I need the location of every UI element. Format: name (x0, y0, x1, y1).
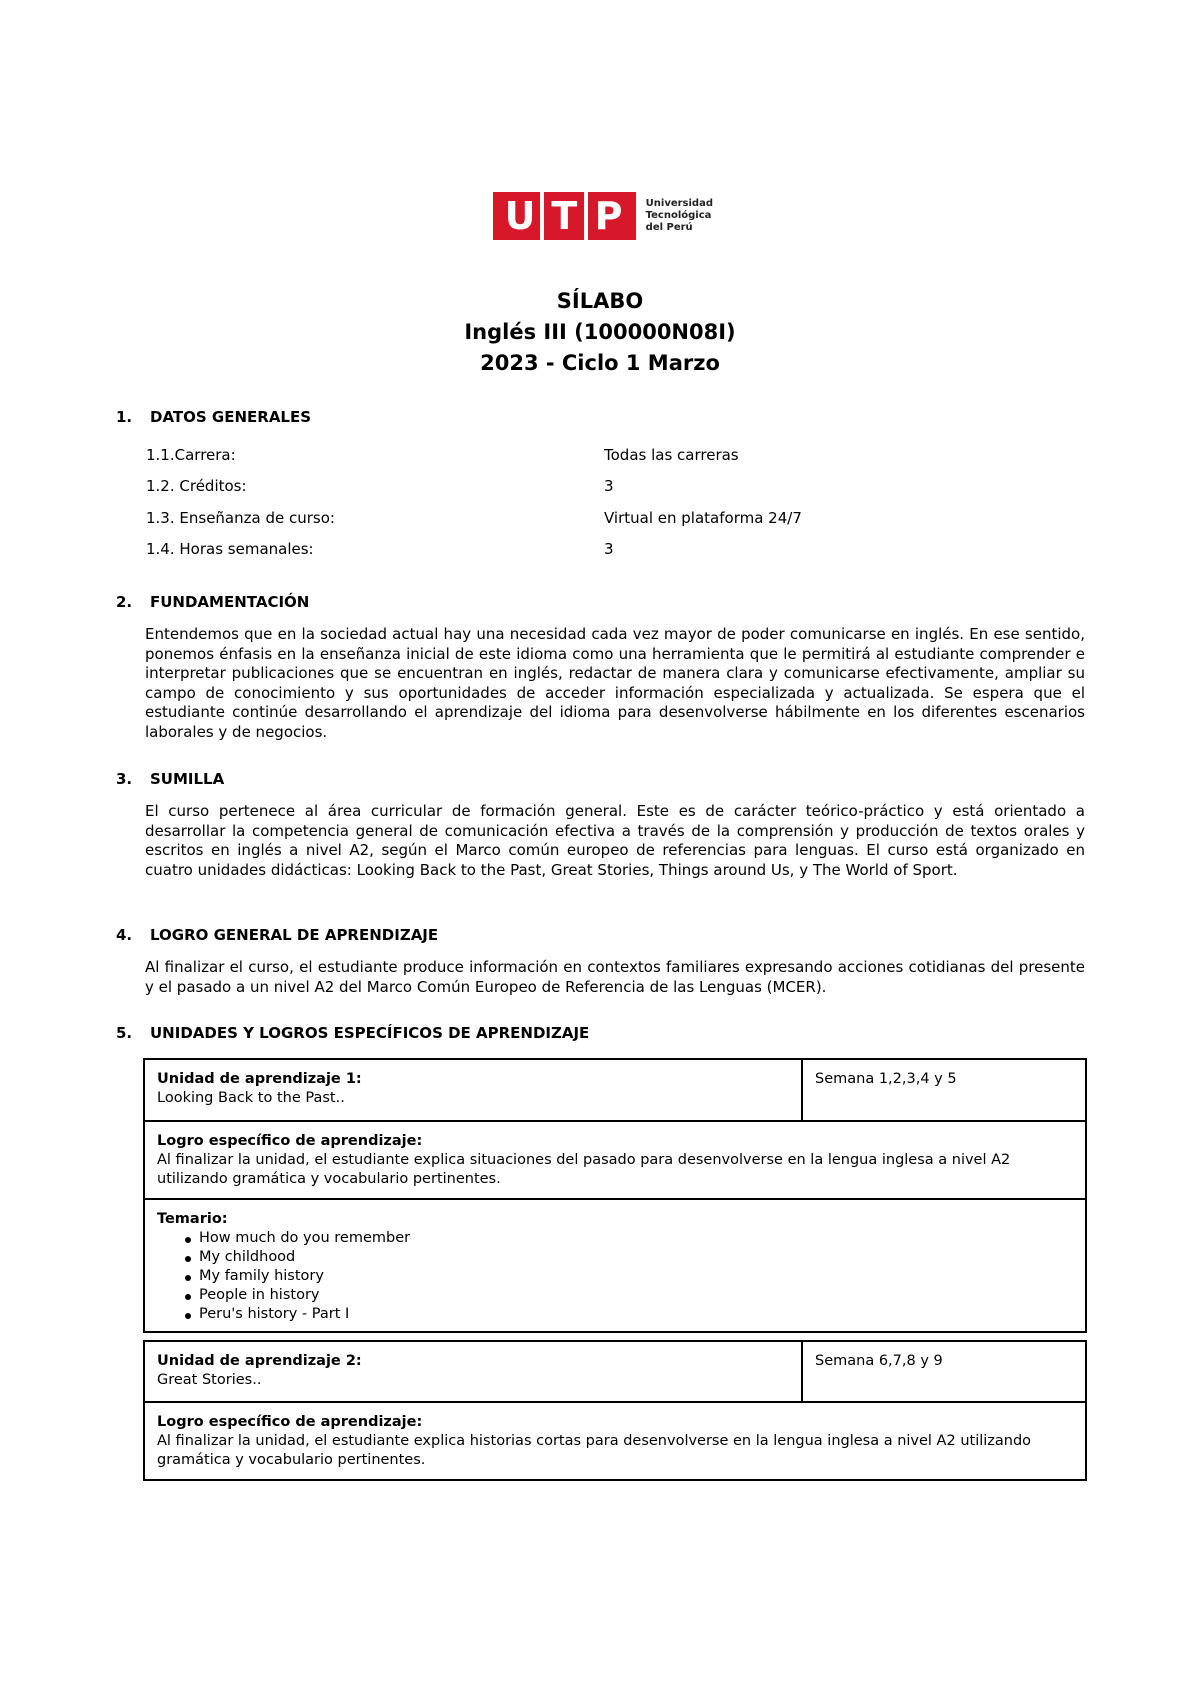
section-number: 4. (116, 926, 133, 944)
section-title: UNIDADES Y LOGROS ESPECÍFICOS DE APRENDIZAJE (150, 1024, 590, 1042)
unit-1-table (143, 1058, 1087, 1333)
list-item: My childhood (185, 1248, 1073, 1267)
logo-letter-u: U (504, 194, 536, 238)
unit-2-table (143, 1340, 1087, 1481)
logo-line: Tecnológica (645, 210, 712, 221)
topics-label: Temario: (157, 1211, 228, 1227)
unit-label: Unidad de aprendizaje 1: (157, 1071, 362, 1087)
section-heading-datos-generales (116, 408, 311, 426)
list-item: My family history (185, 1267, 1073, 1286)
unit-name: Looking Back to the Past.. (157, 1090, 345, 1106)
logo-line: del Perú (645, 222, 693, 233)
section-number: 3. (116, 770, 133, 788)
logo-separator (540, 192, 544, 240)
section-number: 1. (116, 408, 133, 426)
logo-wordmark (646, 198, 713, 234)
datos-label-ensenanza: 1.3. Enseñanza de curso: (146, 509, 335, 527)
unit-1-topics-cell (145, 1198, 1085, 1331)
list-item: How much do you remember (185, 1229, 1073, 1248)
section-title: DATOS GENERALES (150, 408, 312, 426)
unit-2-weeks-cell (803, 1342, 1085, 1401)
unit-2-goal-cell (145, 1401, 1085, 1479)
section-heading-unidades (116, 1024, 589, 1042)
topics-list (185, 1229, 1073, 1324)
goal-text: Al finalizar la unidad, el estudiante explica historias cortas para desenvolverse en la lengua inglesa a nivel A2 utilizando gramática y vocabulario pertinentes. (157, 1433, 1032, 1468)
unit-1-title-cell (145, 1060, 803, 1120)
section-heading-logro-general (116, 926, 438, 944)
logo-mark (493, 192, 636, 240)
unit-2-header-row (145, 1342, 1085, 1401)
section-title: FUNDAMENTACIÓN (150, 593, 310, 611)
unit-2-title-cell (145, 1342, 803, 1401)
section-number: 5. (116, 1024, 133, 1042)
datos-value-carrera: Todas las carreras (604, 446, 739, 464)
logro-general-text: Al finalizar el curso, el estudiante produce información en contextos familiares expresando acciones cotidianas del presente y el pasado a un nivel A2 del Marco Común Europeo de Referencia de las Lenguas (MCER). (145, 958, 1085, 996)
section-title: LOGRO GENERAL DE APRENDIZAJE (150, 926, 439, 944)
unit-weeks: Semana 6,7,8 y 9 (815, 1353, 943, 1369)
datos-value-creditos: 3 (604, 477, 614, 495)
list-item: Peru's history - Part I (185, 1305, 1073, 1324)
utp-logo (493, 191, 713, 241)
datos-value-horas: 3 (604, 540, 614, 558)
logo-letter-p: P (594, 194, 623, 238)
goal-text: Al finalizar la unidad, el estudiante explica situaciones del pasado para desenvolverse en la lengua inglesa a nivel A2 utilizando gramática y vocabulario pertinentes. (157, 1152, 1011, 1187)
sumilla-text: El curso pertenece al área curricular de formación general. Este es de carácter teórico-práctico y está orientado a desarrollar la competencia general de comunicación efectiva a través de la comprensión y producción de textos orales y escritos en inglés a nivel A2, según el Marco común europeo de referencias para lenguas. El curso está organizado en cuatro unidades didácticas: Looking Back to the Past, Great Stories, Things around Us, y The World of Sport. (145, 802, 1085, 879)
datos-label-horas: 1.4. Horas semanales: (146, 540, 314, 558)
fundamentacion-text: Entendemos que en la sociedad actual hay una necesidad cada vez mayor de poder comunicarse en inglés. En ese sentido, ponemos énfasis en la enseñanza inicial de este idioma como una herramienta que le permitirá al estudiante comprender e interpretar publicaciones que se encuentran en inglés, redactar de manera clara y comunicarse efectivamente, ampliar su campo de conocimiento y sus oportunidades de acceder información especializada y actualizada. Se espera que el estudiante continúe desarrollando el aprendizaje del idioma para desenvolverse hábilmente en los diferentes escenarios laborales y de negocios. (145, 625, 1085, 741)
datos-label-carrera: 1.1.Carrera: (146, 446, 236, 464)
logo-line: Universidad (645, 198, 713, 209)
unit-1-header-row (145, 1060, 1085, 1120)
unit-weeks: Semana 1,2,3,4 y 5 (815, 1071, 957, 1087)
section-title: SUMILLA (150, 770, 225, 788)
section-number: 2. (116, 593, 133, 611)
unit-label: Unidad de aprendizaje 2: (157, 1353, 362, 1369)
unit-name: Great Stories.. (157, 1372, 262, 1388)
logo-letter-t: T (551, 194, 578, 238)
logo-separator (584, 192, 588, 240)
unit-1-weeks-cell (803, 1060, 1085, 1120)
unit-1-goal-cell (145, 1120, 1085, 1198)
list-item: People in history (185, 1286, 1073, 1305)
section-heading-fundamentacion (116, 593, 309, 611)
goal-label: Logro específico de aprendizaje: (157, 1133, 423, 1149)
goal-label: Logro específico de aprendizaje: (157, 1414, 423, 1430)
course-title: Inglés III (100000N08I) (464, 320, 736, 344)
section-heading-sumilla (116, 770, 224, 788)
term-title: 2023 - Ciclo 1 Marzo (480, 351, 720, 375)
datos-label-creditos: 1.2. Créditos: (146, 477, 247, 495)
datos-value-ensenanza: Virtual en plataforma 24/7 (604, 509, 802, 527)
document-title: SÍLABO (556, 289, 644, 313)
